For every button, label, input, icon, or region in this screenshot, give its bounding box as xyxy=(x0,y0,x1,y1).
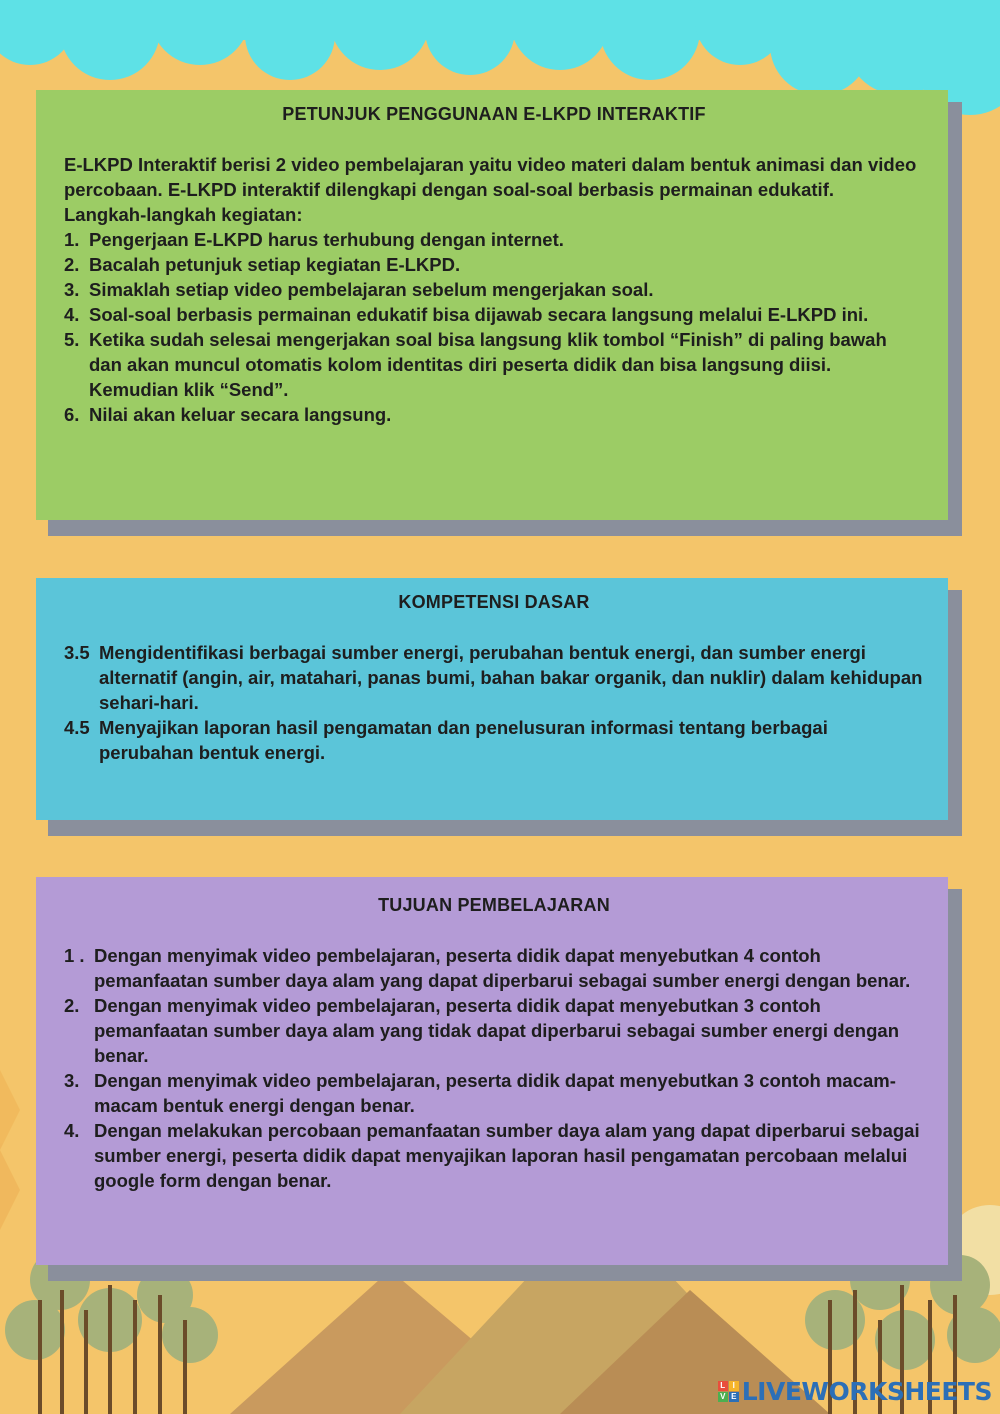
badge-letter: E xyxy=(729,1392,739,1402)
badge-letter: L xyxy=(718,1381,728,1391)
logo-text: LIVEWORKSHEETS xyxy=(741,1377,992,1406)
step-text: Simaklah setiap video pembelajaran sebelum mengerjakan soal. xyxy=(89,279,654,300)
list-item xyxy=(64,943,924,993)
tujuan-text: Dengan menyimak video pembelajaran, peserta didik dapat menyebutkan 4 contoh pemanfaatan sumber daya alam yang dapat diperbarui sebagai sumber energi dengan benar. xyxy=(94,945,911,991)
tujuan-number: 2. xyxy=(64,995,80,1016)
steps-heading: Langkah-langkah kegiatan: xyxy=(64,204,303,225)
step-text: Pengerjaan E-LKPD harus terhubung dengan internet. xyxy=(89,229,564,250)
step-number: 4. xyxy=(64,304,80,325)
list-item xyxy=(64,715,924,765)
kd-number: 4.5 xyxy=(64,717,90,738)
tujuan-text: Dengan menyimak video pembelajaran, peserta didik dapat menyebutkan 3 contoh pemanfaatan sumber daya alam yang tidak dapat diperbarui sebagai sumber energi dengan benar. xyxy=(94,995,899,1066)
step-number: 6. xyxy=(64,404,80,425)
tujuan-title: TUJUAN PEMBELAJARAN xyxy=(378,895,610,915)
list-item xyxy=(64,1068,924,1118)
liveworksheets-logo[interactable] xyxy=(718,1377,992,1406)
tujuan-card xyxy=(36,877,948,1265)
list-item xyxy=(64,1118,924,1193)
tujuan-text: Dengan melakukan percobaan pemanfaatan sumber daya alam yang dapat diperbarui sebagai sumber energi, peserta didik dapat menyajikan laporan hasil pengamatan percobaan melalui google form dengan benar. xyxy=(94,1120,920,1191)
logo-badge-icon xyxy=(718,1381,739,1402)
list-item xyxy=(64,227,924,252)
step-text: Nilai akan keluar secara langsung. xyxy=(89,404,392,425)
list-item xyxy=(64,640,924,715)
step-number: 3. xyxy=(64,279,80,300)
steps-list xyxy=(64,227,924,427)
kompetensi-title: KOMPETENSI DASAR xyxy=(398,592,590,612)
tujuan-number: 1 . xyxy=(64,945,85,966)
petunjuk-title: PETUNJUK PENGGUNAAN E-LKPD INTERAKTIF xyxy=(282,104,706,124)
kompetensi-list xyxy=(64,640,924,765)
list-item xyxy=(64,277,924,302)
step-number: 5. xyxy=(64,329,80,350)
badge-letter: I xyxy=(729,1381,739,1391)
tujuan-list xyxy=(64,943,924,1193)
list-item xyxy=(64,252,924,277)
kd-text: Mengidentifikasi berbagai sumber energi, perubahan bentuk energi, dan sumber energi alternatif (angin, air, matahari, panas bumi, bahan bakar organik, dan nuklir) dalam kehidupan sehari-hari. xyxy=(99,642,923,713)
tujuan-number: 4. xyxy=(64,1120,80,1141)
kd-text: Menyajikan laporan hasil pengamatan dan penelusuran informasi tentang berbagai perubahan bentuk energi. xyxy=(99,717,828,763)
step-text: Ketika sudah selesai mengerjakan soal bisa langsung klik tombol “Finish” di paling bawah dan akan muncul otomatis kolom identitas diri peserta didik dan bisa langsung diisi. Kemudian klik “Send”. xyxy=(89,329,887,400)
petunjuk-card xyxy=(36,90,948,520)
list-item xyxy=(64,993,924,1068)
list-item xyxy=(64,402,924,427)
list-item xyxy=(64,302,924,327)
tujuan-number: 3. xyxy=(64,1070,80,1091)
kd-number: 3.5 xyxy=(64,642,90,663)
petunjuk-intro: E-LKPD Interaktif berisi 2 video pembelajaran yaitu video materi dalam bentuk animasi dan video percobaan. E-LKPD interaktif dilengkapi dengan soal-soal berbasis permainan edukatif. xyxy=(64,154,917,200)
badge-letter: V xyxy=(718,1392,728,1402)
left-edge-ornament xyxy=(0,1070,20,1230)
step-number: 2. xyxy=(64,254,80,275)
tujuan-text: Dengan menyimak video pembelajaran, peserta didik dapat menyebutkan 3 contoh macam-macam bentuk energi dengan benar. xyxy=(94,1070,896,1116)
step-text: Bacalah petunjuk setiap kegiatan E-LKPD. xyxy=(89,254,461,275)
kompetensi-card xyxy=(36,578,948,820)
step-number: 1. xyxy=(64,229,80,250)
list-item xyxy=(64,327,924,402)
step-text: Soal-soal berbasis permainan edukatif bisa dijawab secara langsung melalui E-LKPD ini. xyxy=(89,304,869,325)
